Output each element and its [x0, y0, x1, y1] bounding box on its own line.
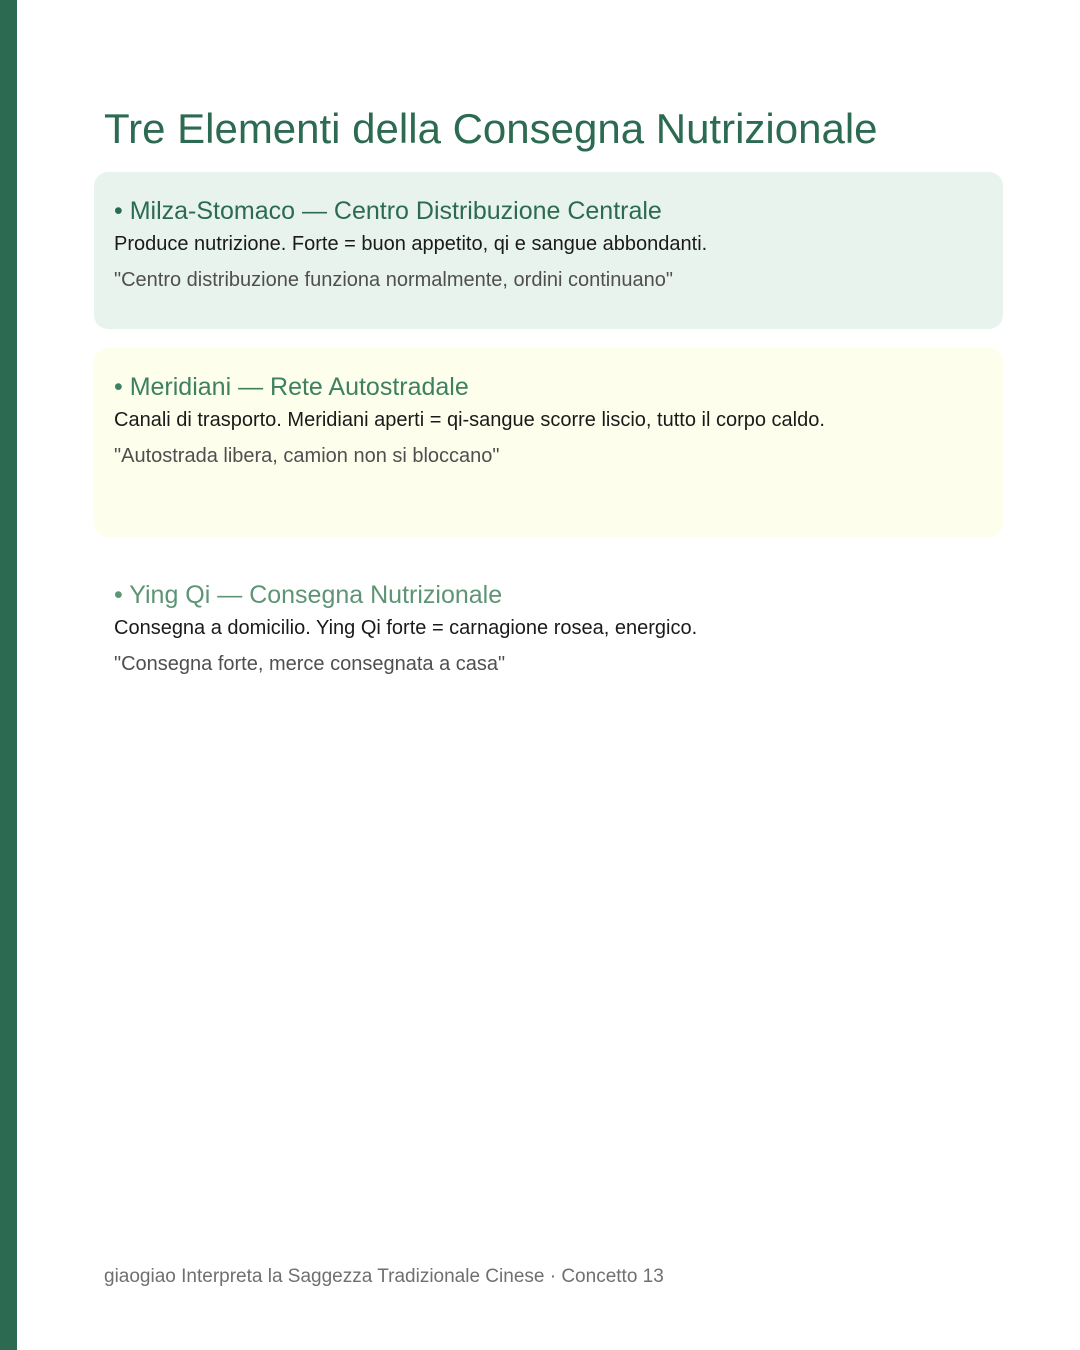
element-card-ying-qi: [94, 556, 1003, 696]
card-quote: "Consegna forte, merce consegnata a casa": [114, 653, 506, 675]
card-heading: • Ying Qi — Consegna Nutrizionale: [114, 581, 503, 609]
element-card-spleen-stomach: [94, 172, 1003, 329]
accent-bar: [0, 0, 17, 1350]
card-quote: "Autostrada libera, camion non si bloccano": [114, 445, 500, 467]
card-heading: • Milza-Stomaco — Centro Distribuzione Centrale: [114, 197, 662, 225]
footer-caption: giaogiao Interpreta la Saggezza Tradizionale Cinese · Concetto 13: [104, 1266, 664, 1287]
card-description: Consegna a domicilio. Ying Qi forte = carnagione rosea, energico.: [114, 617, 698, 639]
card-description: Produce nutrizione. Forte = buon appetito, qi e sangue abbondanti.: [114, 233, 708, 255]
card-heading: • Meridiani — Rete Autostradale: [114, 373, 469, 401]
card-quote: "Centro distribuzione funziona normalmente, ordini continuano": [114, 269, 673, 291]
page-title: Tre Elementi della Consegna Nutrizionale: [104, 105, 878, 152]
card-description: Canali di trasporto. Meridiani aperti = qi-sangue scorre liscio, tutto il corpo caldo.: [114, 409, 825, 431]
element-card-meridians: [94, 348, 1003, 537]
